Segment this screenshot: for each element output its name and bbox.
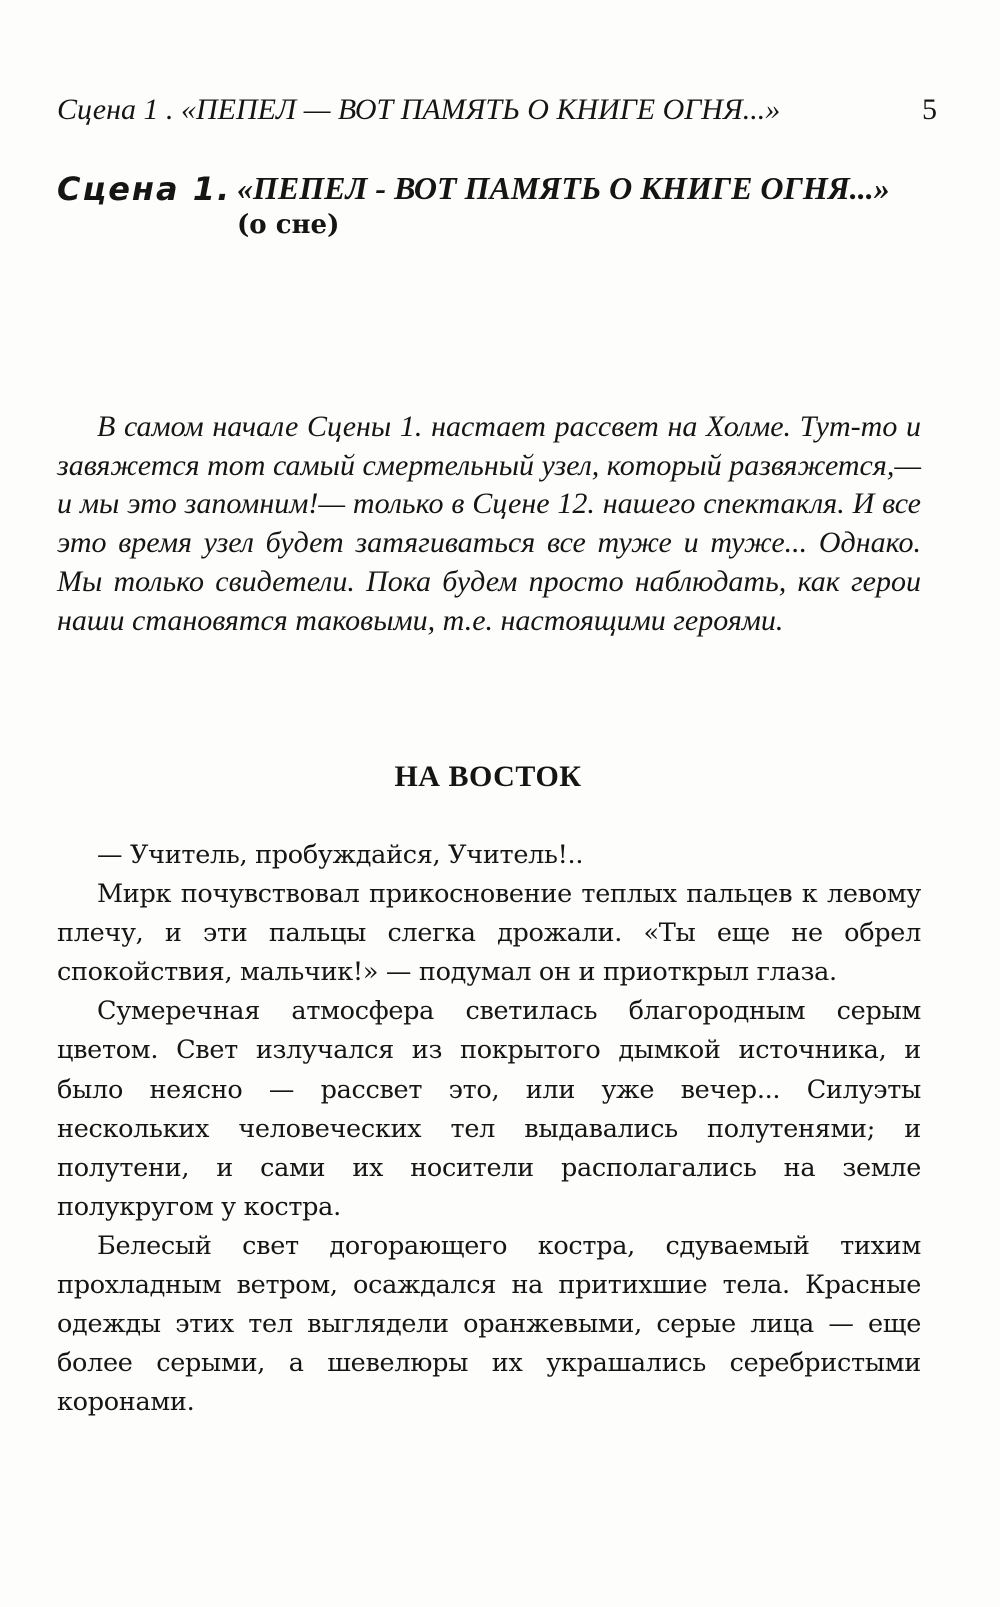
- body-text: [57, 836, 921, 1422]
- running-head: [57, 92, 937, 128]
- paragraph: Сумеречная атмосфера светилась благородным серым цветом. Свет излучался из покрытого дымкой источника, и было неясно — рассвет это, или уже вечер... Силуэты нескольких человеческих тел выдавались полутенями; и полутени, и сами их носители располагались на земле полукругом у костра.: [57, 996, 921, 1222]
- scene-subtitle: (о сне): [237, 210, 340, 240]
- scene-title: «ПЕПЕЛ - ВОТ ПАМЯТЬ О КНИГЕ ОГНЯ...»: [237, 170, 890, 206]
- paragraph: Мирк почувствовал прикосновение теплых пальцев к левому плечу, и эти пальцы слегка дрожали. «Ты еще не обрел спокойствия, мальчик!» — подумал он и приоткрыл глаза.: [57, 879, 921, 988]
- paragraph: Белесый свет догорающего костра, сдуваемый тихим прохладным ветром, осаждался на притихшие тела. Красные одежды этих тел выглядели оранжевыми, серые лица — еще более серыми, а шевелюры их украшались серебристыми коронами.: [57, 1230, 921, 1418]
- paragraph: — Учитель, пробуждайся, Учитель!..: [97, 840, 584, 870]
- running-head-text: Сцена 1 . «ПЕПЕЛ — ВОТ ПАМЯТЬ О КНИГЕ ОГНЯ...»: [57, 93, 781, 126]
- section-title: НА ВОСТОК: [394, 760, 582, 793]
- intro-paragraph: В самом начале Сцены 1. настает рассвет на Холме. Тут-то и завяжется тот самый смертельный узел, который развяжется,— и мы это запомним!— только в Сцене 12. нашего спектакля. И все это время узел будет затягиваться все туже и туже... Однако. Мы только свидетели. Пока будем просто наблюдать, как герои наши становятся таковыми, т.е. настоящими героями.: [57, 410, 921, 637]
- page-number: 5: [922, 93, 937, 126]
- scene-label: Сцена 1.: [57, 170, 232, 208]
